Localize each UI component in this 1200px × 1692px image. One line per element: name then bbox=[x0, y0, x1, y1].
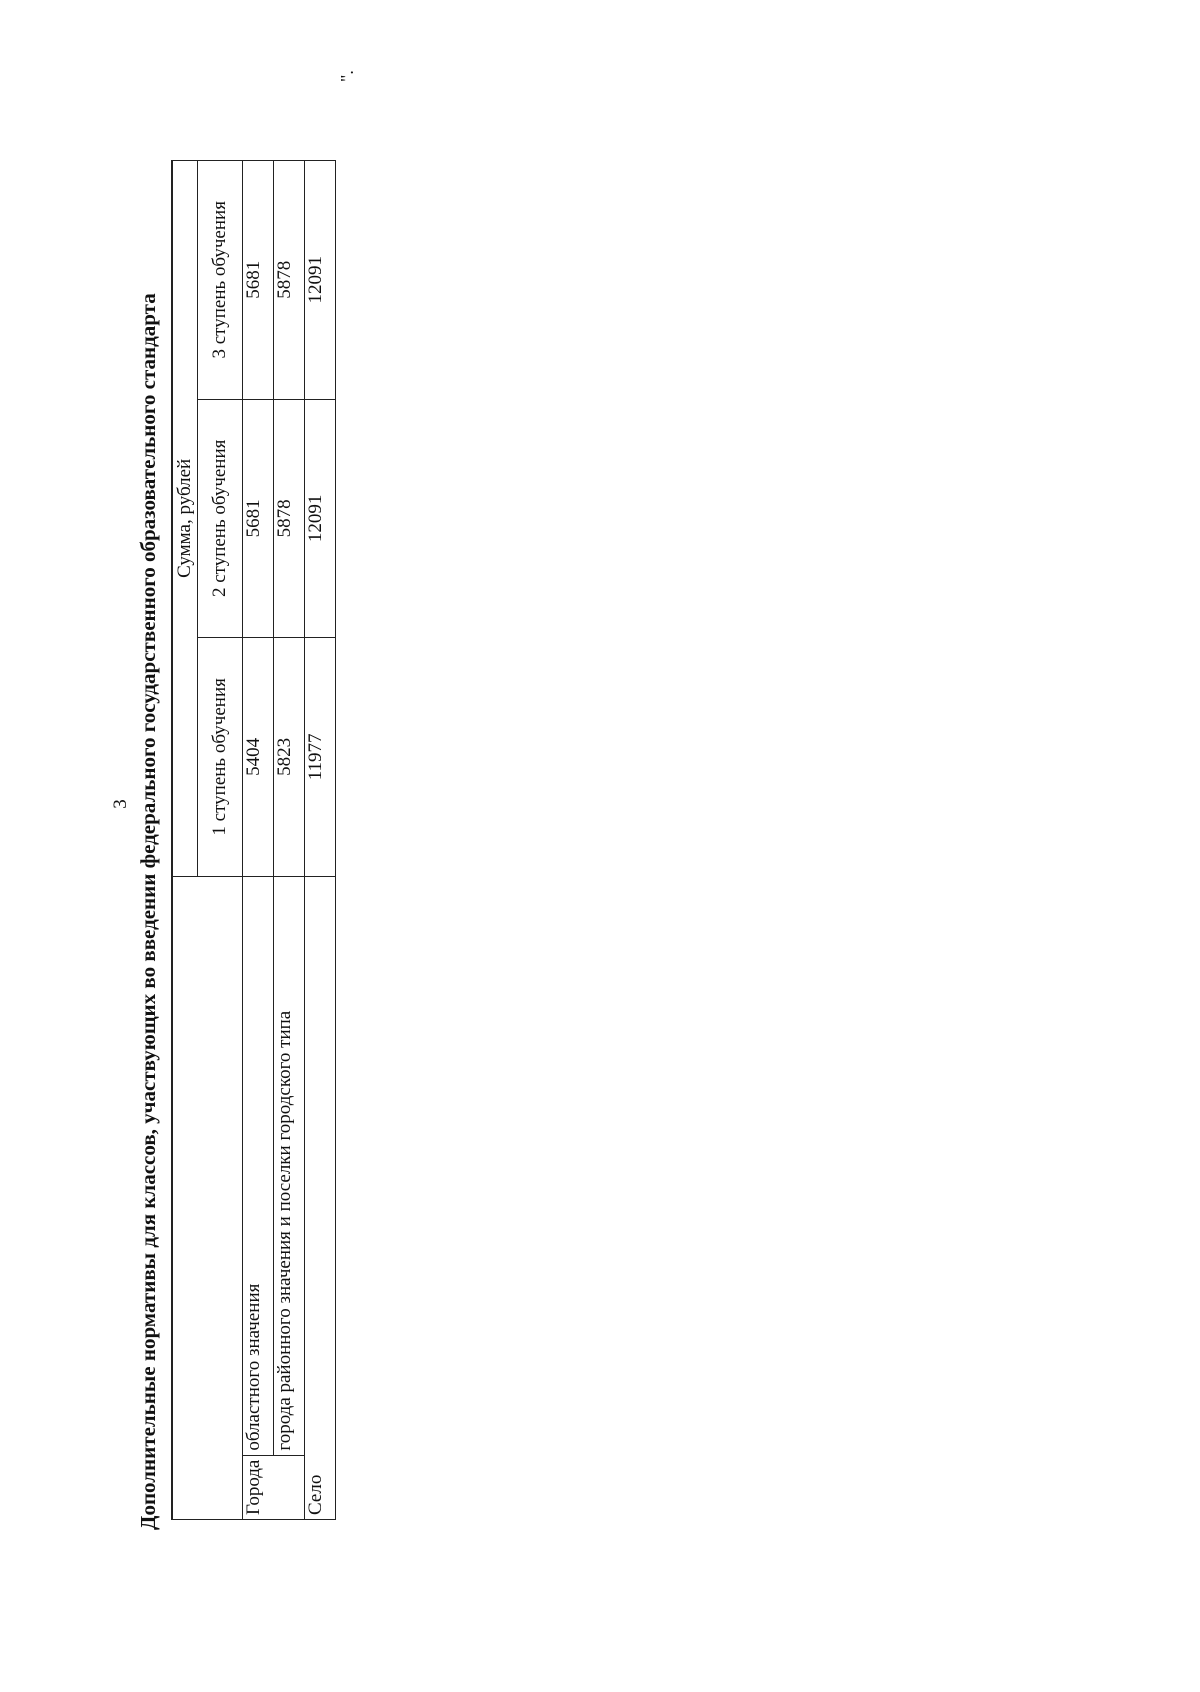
row-category-village: Село bbox=[305, 876, 336, 1519]
value-cell: 5681 bbox=[243, 161, 274, 400]
table-row bbox=[305, 161, 336, 1520]
table-row bbox=[274, 161, 305, 1520]
value-cell: 5878 bbox=[274, 161, 305, 400]
value-cell: 5823 bbox=[274, 638, 305, 877]
value-cell: 5681 bbox=[243, 399, 274, 638]
row-category-cities: Города bbox=[243, 1455, 305, 1519]
table-corner-cell bbox=[172, 876, 243, 1519]
row-subcategory: города районного значения и поселки городского типа bbox=[274, 876, 305, 1455]
value-cell: 12091 bbox=[305, 399, 336, 638]
column-header-2: 2 ступень обучения bbox=[198, 399, 243, 638]
document-title: Дополнительные нормативы для классов, участвующих во введении федерального государственного образовательного стандарта bbox=[136, 293, 160, 1530]
column-header-1: 1 ступень обучения bbox=[198, 638, 243, 877]
row-subcategory: областного значения bbox=[243, 876, 274, 1455]
page-number: 3 bbox=[110, 799, 131, 809]
value-cell: 5404 bbox=[243, 638, 274, 877]
value-cell: 11977 bbox=[305, 638, 336, 877]
column-header-3: 3 ступень обучения bbox=[198, 161, 243, 400]
value-cell: 12091 bbox=[305, 161, 336, 400]
table-row bbox=[243, 161, 274, 1520]
rotated-page-content bbox=[110, 70, 375, 1570]
sum-header: Сумма, рублей bbox=[172, 161, 198, 877]
closing-quote-mark: ". bbox=[337, 70, 357, 82]
value-cell: 5878 bbox=[274, 399, 305, 638]
norms-table bbox=[171, 160, 336, 1520]
